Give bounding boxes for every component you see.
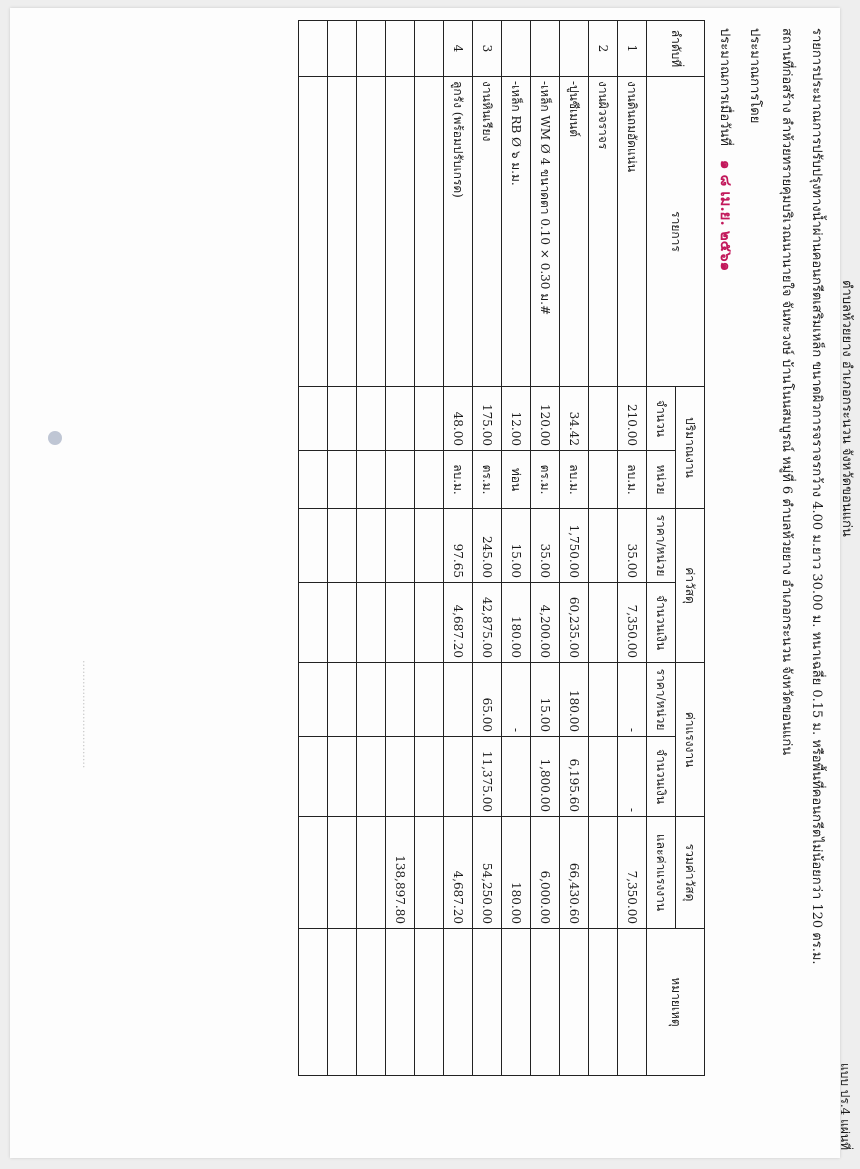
header-estimate-date	[714, 28, 738, 271]
punch-hole	[48, 431, 62, 445]
cell-mat-amount	[415, 583, 444, 663]
cell-mat-amount	[589, 583, 618, 663]
cell-remark	[328, 929, 357, 1076]
cell-mat-price	[589, 509, 618, 583]
col-header-total: และค่าแรงงาน	[647, 817, 676, 929]
cell-lab-amount	[415, 737, 444, 817]
cell-no	[386, 21, 415, 77]
cell-remark	[618, 929, 647, 1076]
cell-mat-amount: 60,235.00	[560, 583, 589, 663]
cell-lab-price: -	[502, 663, 531, 737]
cell-lab-price: 65.00	[473, 663, 502, 737]
cell-total: 7,350.00	[618, 817, 647, 929]
header-district: ตำบลห้วยยาง อำเภอกระนวน จังหวัดขอนแก่น	[839, 280, 854, 537]
cell-item	[415, 77, 444, 387]
cell-unit	[386, 451, 415, 509]
cell-lab-amount	[444, 737, 473, 817]
cell-mat-amount	[299, 583, 328, 663]
cell-mat-price: 1,750.00	[560, 509, 589, 583]
cell-qty: 210.00	[618, 387, 647, 451]
cell-remark	[444, 929, 473, 1076]
cell-unit	[357, 451, 386, 509]
cell-mat-amount: 180.00	[502, 583, 531, 663]
cell-total: 4,687.20	[444, 817, 473, 929]
date-stamp: ๑ ๘ เม.ย. ๒๕๖๑	[717, 159, 735, 272]
cell-qty	[386, 387, 415, 451]
cell-lab-price: 15.00	[531, 663, 560, 737]
cell-lab-price: -	[618, 663, 647, 737]
col-group-materials: ค่าวัสดุ	[676, 509, 705, 663]
cell-mat-price: 97.65	[444, 509, 473, 583]
cell-qty: 120.00	[531, 387, 560, 451]
form-code: แบบ ปร.4 แผ่นที่	[838, 1063, 852, 1150]
cell-no	[299, 21, 328, 77]
col-group-total: รวมค่าวัสดุ	[676, 817, 705, 929]
cell-lab-price: 180.00	[560, 663, 589, 737]
bleed-through-text: ·······························	[77, 660, 90, 769]
cell-total: 138,897.80	[386, 817, 415, 929]
cell-lab-price	[357, 663, 386, 737]
cell-item	[328, 77, 357, 387]
cell-unit	[589, 451, 618, 509]
cell-mat-price: 35.00	[618, 509, 647, 583]
col-header-unit: หน่วย	[647, 451, 676, 509]
cell-mat-price	[299, 509, 328, 583]
cell-remark	[415, 929, 444, 1076]
bill-of-quantities-table	[298, 20, 705, 1076]
table-row	[502, 21, 531, 1076]
cell-mat-amount: 4,200.00	[531, 583, 560, 663]
cell-unit: ท่อน	[502, 451, 531, 509]
cell-qty: 34.42	[560, 387, 589, 451]
cell-no: 2	[589, 21, 618, 77]
cell-no	[502, 21, 531, 77]
cell-no: 1	[618, 21, 647, 77]
table-row	[618, 21, 647, 1076]
cell-item: -ปูนซีเมนต์	[560, 77, 589, 387]
cell-lab-price	[328, 663, 357, 737]
cell-lab-price	[444, 663, 473, 737]
col-header-material-amount: จำนวนเงิน	[647, 583, 676, 663]
cell-lab-amount: 11,375.00	[473, 737, 502, 817]
cell-mat-amount	[386, 583, 415, 663]
cell-lab-amount: -	[618, 737, 647, 817]
table-row	[299, 21, 328, 1076]
cell-item: ลูกรัง (พร้อมปรับเกรด)	[444, 77, 473, 387]
scanned-paper	[10, 8, 854, 1158]
cell-mat-amount: 7,350.00	[618, 583, 647, 663]
col-header-qty: จำนวน	[647, 387, 676, 451]
table-row	[386, 21, 415, 1076]
rotated-document	[60, 20, 860, 1160]
col-group-labor: ค่าแรงงาน	[676, 663, 705, 817]
table-row	[531, 21, 560, 1076]
cell-qty: 12.00	[502, 387, 531, 451]
cell-total	[589, 817, 618, 929]
cell-remark	[502, 929, 531, 1076]
cell-remark	[386, 929, 415, 1076]
cell-no: 4	[444, 21, 473, 77]
col-header-item: รายการ	[647, 77, 705, 387]
cell-lab-amount	[357, 737, 386, 817]
cell-lab-price	[386, 663, 415, 737]
table-row	[560, 21, 589, 1076]
col-header-no: ลำดับที่	[647, 21, 705, 77]
cell-qty	[357, 387, 386, 451]
cell-qty	[589, 387, 618, 451]
cell-lab-price	[415, 663, 444, 737]
cell-mat-price: 15.00	[502, 509, 531, 583]
cell-lab-price	[589, 663, 618, 737]
cell-total: 6,000.00	[531, 817, 560, 929]
cell-lab-amount	[328, 737, 357, 817]
cell-item	[357, 77, 386, 387]
table-row	[444, 21, 473, 1076]
cell-mat-price	[415, 509, 444, 583]
cell-unit	[328, 451, 357, 509]
cell-unit: ตร.ม.	[531, 451, 560, 509]
cell-unit: ลบ.ม.	[618, 451, 647, 509]
cell-qty	[415, 387, 444, 451]
cell-no	[328, 21, 357, 77]
cell-item: -เหล็ก RB Ø ๖ ม.ม.	[502, 77, 531, 387]
cell-mat-price: 245.00	[473, 509, 502, 583]
cell-qty: 48.00	[444, 387, 473, 451]
cell-no	[357, 21, 386, 77]
cell-mat-price: 35.00	[531, 509, 560, 583]
cell-no: 3	[473, 21, 502, 77]
cell-total	[357, 817, 386, 929]
cell-lab-amount: 1,800.00	[531, 737, 560, 817]
cell-no	[560, 21, 589, 77]
header-estimated-by: ประมาณการโดย	[747, 28, 762, 124]
cell-total: 66,430.60	[560, 817, 589, 929]
cell-item: งานหินเรียง	[473, 77, 502, 387]
cell-remark	[473, 929, 502, 1076]
cell-remark	[531, 929, 560, 1076]
col-header-labor-amount: จำนวนเงิน	[647, 737, 676, 817]
cell-lab-price	[299, 663, 328, 737]
cell-item: -เหล็ก WM Ø 4 ขนาดตา 0.10 × 0.30 ม.#	[531, 77, 560, 387]
cell-unit: ลบ.ม.	[560, 451, 589, 509]
cell-mat-amount	[328, 583, 357, 663]
cell-item	[386, 77, 415, 387]
cell-total	[415, 817, 444, 929]
cell-total	[299, 817, 328, 929]
cell-mat-amount	[357, 583, 386, 663]
col-header-labor-price: ราคา/หน่วย	[647, 663, 676, 737]
cell-mat-price	[328, 509, 357, 583]
estimate-date-label: ประมาณการเมื่อวันที่	[717, 28, 732, 146]
cell-unit: ลบ.ม.	[444, 451, 473, 509]
cell-lab-amount	[299, 737, 328, 817]
cell-remark	[589, 929, 618, 1076]
cell-qty	[299, 387, 328, 451]
cell-lab-amount	[502, 737, 531, 817]
cell-unit: ตร.ม.	[473, 451, 502, 509]
col-group-quantity: ปริมาณงาน	[676, 387, 705, 509]
cell-mat-amount: 42,875.00	[473, 583, 502, 663]
cell-unit	[415, 451, 444, 509]
cell-remark	[299, 929, 328, 1076]
cell-item: งานดินถมอัดแน่น	[618, 77, 647, 387]
cell-total: 54,250.00	[473, 817, 502, 929]
cell-total: 180.00	[502, 817, 531, 929]
col-header-material-price: ราคา/หน่วย	[647, 509, 676, 583]
table-row	[589, 21, 618, 1076]
cell-mat-price	[357, 509, 386, 583]
cell-item	[299, 77, 328, 387]
cell-qty: 175.00	[473, 387, 502, 451]
cell-lab-amount: 6,195.60	[560, 737, 589, 817]
cell-remark	[357, 929, 386, 1076]
cell-no	[415, 21, 444, 77]
cell-lab-amount	[589, 737, 618, 817]
cell-mat-amount: 4,687.20	[444, 583, 473, 663]
cell-unit	[299, 451, 328, 509]
table-row	[328, 21, 357, 1076]
cell-qty	[328, 387, 357, 451]
cell-total	[328, 817, 357, 929]
col-header-remark: หมายเหตุ	[647, 929, 705, 1076]
cell-mat-price	[386, 509, 415, 583]
table-row	[415, 21, 444, 1076]
header-location: สถานที่ก่อสร้าง ลำห้วยทรายคุมบริเวณนานายใจ จันทะวงษ์ บ้านโนนสมบูรณ์ หมู่ที่ 6 ตำบลห้วยยาง อำเภอกระนวน จังหวัดขอนแก่น	[779, 28, 794, 756]
cell-remark	[560, 929, 589, 1076]
table-row	[473, 21, 502, 1076]
cell-lab-amount	[386, 737, 415, 817]
cell-item: งานผิวจราจร	[589, 77, 618, 387]
cell-no	[531, 21, 560, 77]
header-project-title: รายการประมาณการปรับปรุงทางน้ำผ่านคอนกรีตเสริมเหล็ก ขนาดผิวการจราจรกว้าง 4.00 ม.ยาว 30.00 ม. หนาเฉลี่ย 0.15 ม. หรือพื้นที่คอนกรีตไม่น้อยกว่า 120 ตร.ม.	[809, 28, 824, 965]
table-row	[357, 21, 386, 1076]
